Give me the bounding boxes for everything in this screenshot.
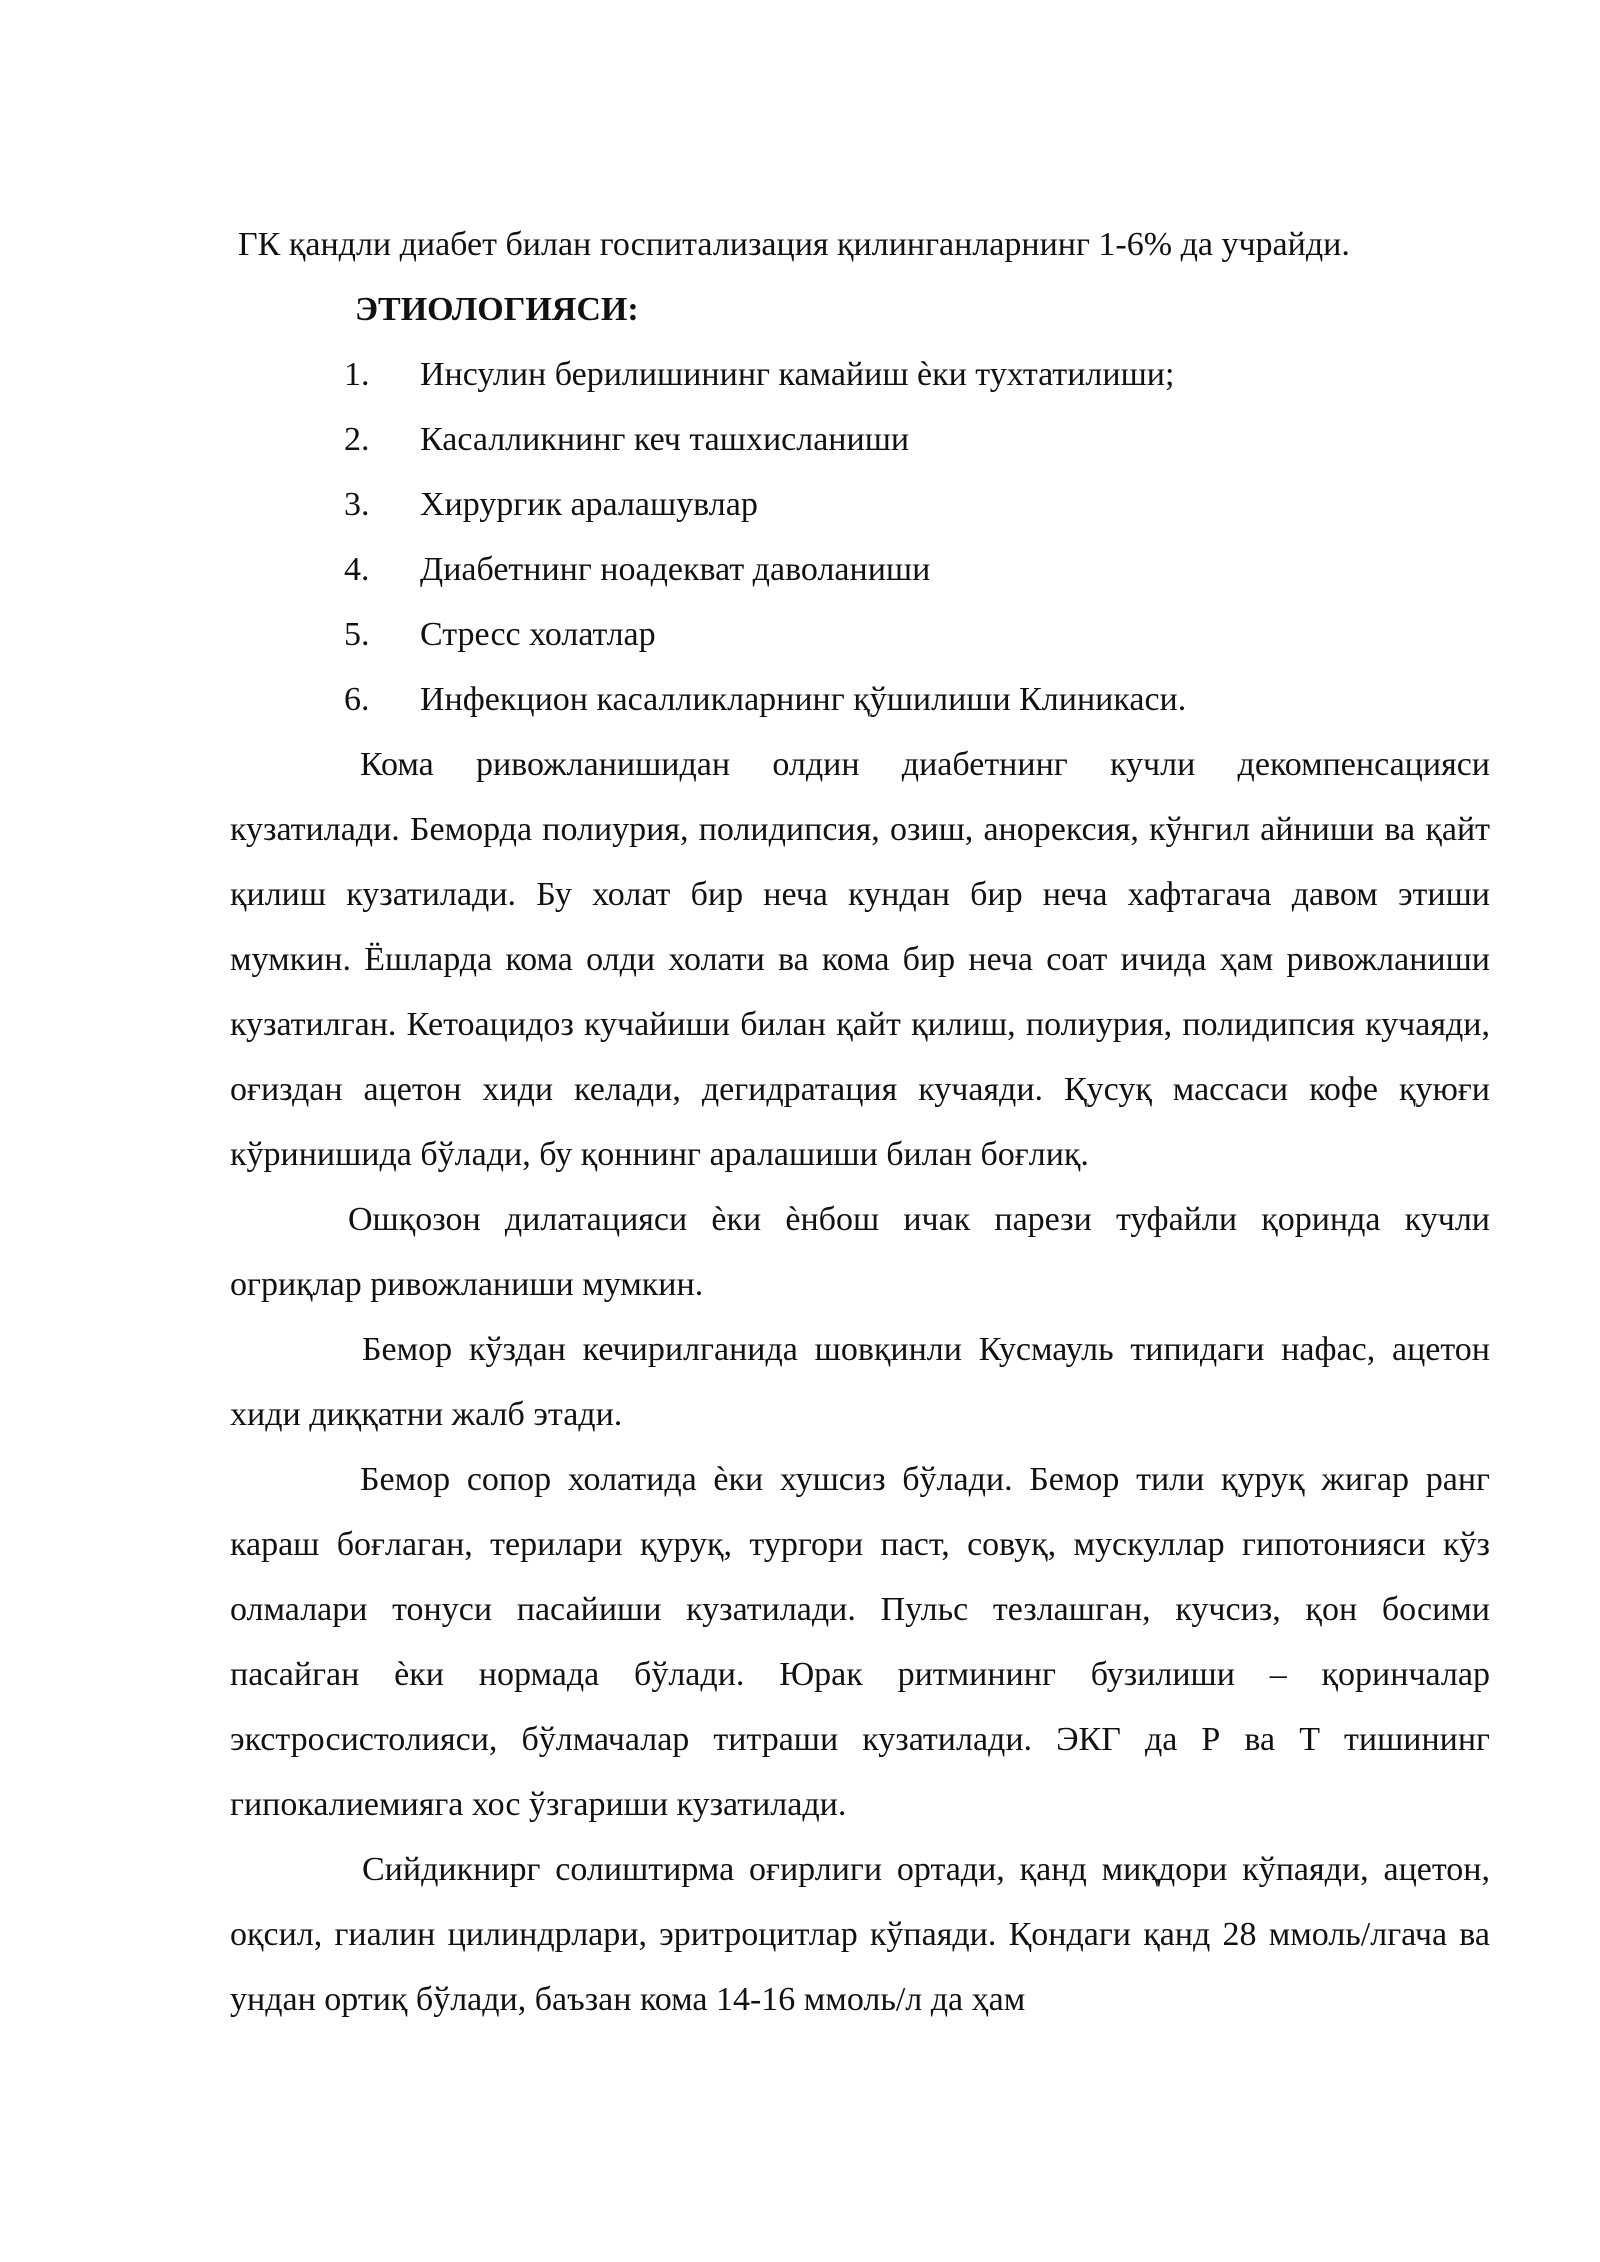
list-item bbox=[230, 537, 1490, 602]
list-item bbox=[230, 472, 1490, 537]
list-item-text: Инфекцион касалликларнинг қўшилиши Клиникаси. bbox=[420, 681, 1187, 718]
list-item bbox=[230, 342, 1490, 407]
list-item-number: 3. bbox=[344, 486, 370, 523]
list-item bbox=[230, 407, 1490, 472]
list-item-text: Стресс холатлар bbox=[420, 616, 656, 653]
list-item-number: 4. bbox=[344, 551, 370, 588]
paragraph-abdominal-pain: Ошқозон дилатацияси ѐки ѐнбош ичак парези туфайли қоринда кучли огриқлар ривожланиши мумкин. bbox=[230, 1201, 1490, 1303]
list-item-text: Диабетнинг ноадекват даволаниши bbox=[420, 551, 931, 588]
list-item-number: 2. bbox=[344, 421, 370, 458]
etiology-heading: ЭТИОЛОГИЯСИ: bbox=[355, 291, 639, 328]
list-item-number: 6. bbox=[344, 681, 370, 718]
paragraph-examination: Бемор кўздан кечирилганида шовқинли Кусмауль типидаги нафас, ацетон хиди диққатни жалб этади. bbox=[230, 1331, 1490, 1433]
list-item-text: Касалликнинг кеч ташхисланиши bbox=[420, 421, 910, 458]
list-item-text: Хирургик аралашувлар bbox=[420, 486, 758, 523]
list-item-number: 1. bbox=[344, 356, 370, 393]
etiology-list bbox=[230, 342, 1490, 732]
list-item-text: Инсулин берилишининг камайиш ѐки тухтатилиши; bbox=[420, 356, 1175, 393]
intro-sentence: ГК қандли диабет билан госпитализация қилинганларнинг 1-6% да учрайди. bbox=[238, 226, 1350, 263]
paragraph-lab-findings: Сийдикнирг солиштирма оғирлиги ортади, қанд миқдори кўпаяди, ацетон, оқсил, гиалин цилиндрлари, эритроцитлар кўпаяди. Қондаги қанд 28 ммоль/лгача ва ундан ортиқ бўлади, баъзан кома 14-16 ммоль/л да ҳам bbox=[230, 1851, 1490, 2018]
paragraph-patient-state: Бемор сопор холатида ѐки хушсиз бўлади. Бемор тили қуруқ жигар ранг караш боғлаган, терилари қуруқ, тургори паст, совуқ, мускуллар гипотонияси кўз олмалари тонуси пасайиши кузатилади. Пульс тезлашган, кучсиз, қон босими пасайган ѐки нормада бўлади. Юрак ритмининг бузилиши – қоринчалар экстросистолияси, бўлмачалар титраши кузатилади. ЭКГ да Р ва Т тишининг гипокалиемияга хос ўзгариши кузатилади. bbox=[230, 1461, 1490, 1823]
list-item-number: 5. bbox=[344, 616, 370, 653]
document-body bbox=[230, 212, 1490, 2032]
list-item bbox=[230, 667, 1490, 732]
paragraph-clinical-course: Кома ривожланишидан олдин диабетнинг кучли декомпенсацияси кузатилади. Беморда полиурия, полидипсия, озиш, анорексия, кўнгил айниши ва қайт қилиш кузатилади. Бу холат бир неча кундан бир неча хафтагача давом этиши мумкин. Ёшларда кома олди холати ва кома бир неча соат ичида ҳам ривожланиши кузатилган. Кетоацидоз кучайиши билан қайт қилиш, полиурия, полидипсия кучаяди, оғиздан ацетон хиди келади, дегидратация кучаяди. Қусуқ массаси кофе қуюғи кўринишида бўлади, бу қоннинг аралашиши билан боғлиқ. bbox=[230, 746, 1490, 1173]
list-item bbox=[230, 602, 1490, 667]
